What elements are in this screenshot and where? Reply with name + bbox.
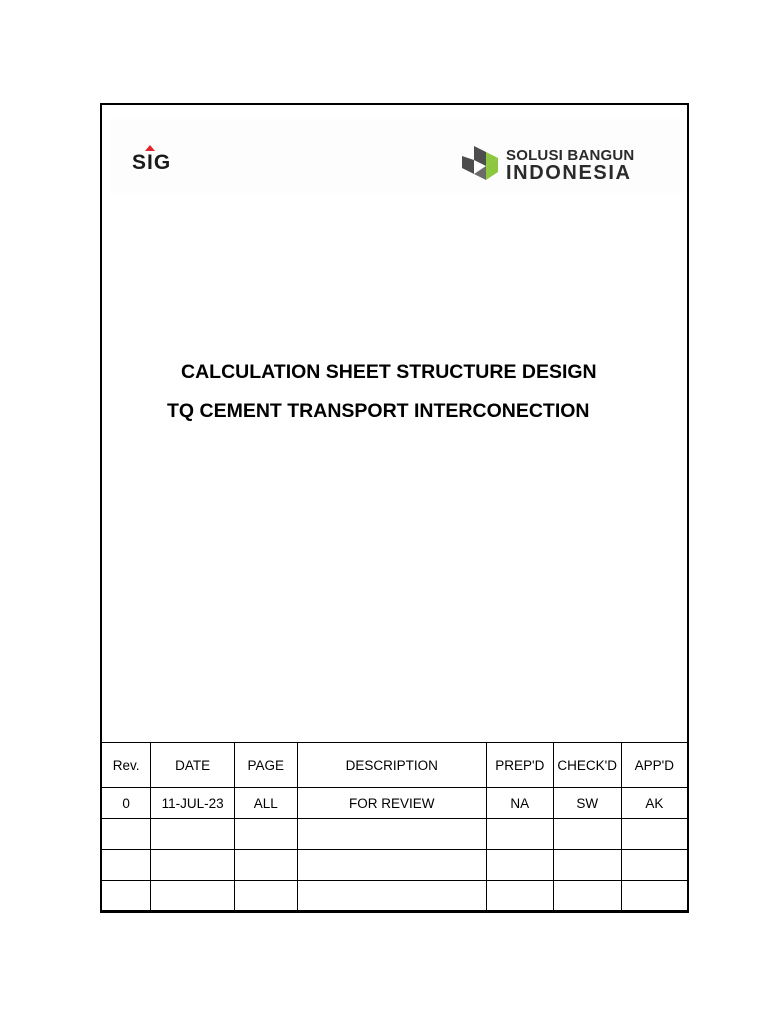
- cell-prepd: [486, 881, 553, 913]
- header-appd: APP'D: [621, 743, 688, 788]
- revision-header-row: [101, 743, 688, 788]
- sbi-logo-line2: INDONESIA: [506, 162, 632, 184]
- cell-rev: [101, 819, 151, 850]
- solusi-bangun-indonesia-logo: [460, 145, 635, 185]
- table-row: [101, 788, 688, 819]
- cell-checkd: SW: [553, 788, 621, 819]
- cell-appd: AK: [621, 788, 688, 819]
- document-title-line2: TQ CEMENT TRANSPORT INTERCONECTION: [167, 400, 590, 422]
- cell-rev: [101, 881, 151, 913]
- cell-description: [297, 881, 486, 913]
- header-description: DESCRIPTION: [297, 743, 486, 788]
- cell-checkd: [553, 850, 621, 881]
- cell-date: [151, 819, 235, 850]
- header-rev: Rev.: [101, 743, 151, 788]
- sbi-mark-icon: [460, 146, 502, 182]
- document-title-line1: CALCULATION SHEET STRUCTURE DESIGN: [181, 361, 597, 383]
- cell-appd: [621, 850, 688, 881]
- sig-logo: [132, 143, 182, 177]
- document-sheet: [100, 103, 689, 912]
- header-prepd: PREP'D: [486, 743, 553, 788]
- table-row: [101, 850, 688, 881]
- sbi-logo-line1: SOLUSI BANGUN: [506, 147, 635, 164]
- cell-appd: [621, 881, 688, 913]
- cell-rev: [101, 850, 151, 881]
- cell-description: [297, 819, 486, 850]
- cell-date: [151, 850, 235, 881]
- revision-table: [100, 742, 689, 913]
- cell-checkd: [553, 819, 621, 850]
- cell-page: ALL: [234, 788, 297, 819]
- cell-prepd: [486, 819, 553, 850]
- header-checkd: CHECK'D: [553, 743, 621, 788]
- cell-rev: 0: [101, 788, 151, 819]
- cell-description: [297, 850, 486, 881]
- cell-date: [151, 881, 235, 913]
- cell-prepd: [486, 850, 553, 881]
- sig-logo-text: SIG: [132, 151, 172, 174]
- table-row: [101, 819, 688, 850]
- cell-description: FOR REVIEW: [297, 788, 486, 819]
- cell-page: [234, 850, 297, 881]
- cell-prepd: NA: [486, 788, 553, 819]
- cell-page: [234, 881, 297, 913]
- cell-appd: [621, 819, 688, 850]
- header-date: DATE: [151, 743, 235, 788]
- header-page: PAGE: [234, 743, 297, 788]
- table-row: [101, 881, 688, 913]
- cell-checkd: [553, 881, 621, 913]
- cell-page: [234, 819, 297, 850]
- cell-date: 11-JUL-23: [151, 788, 235, 819]
